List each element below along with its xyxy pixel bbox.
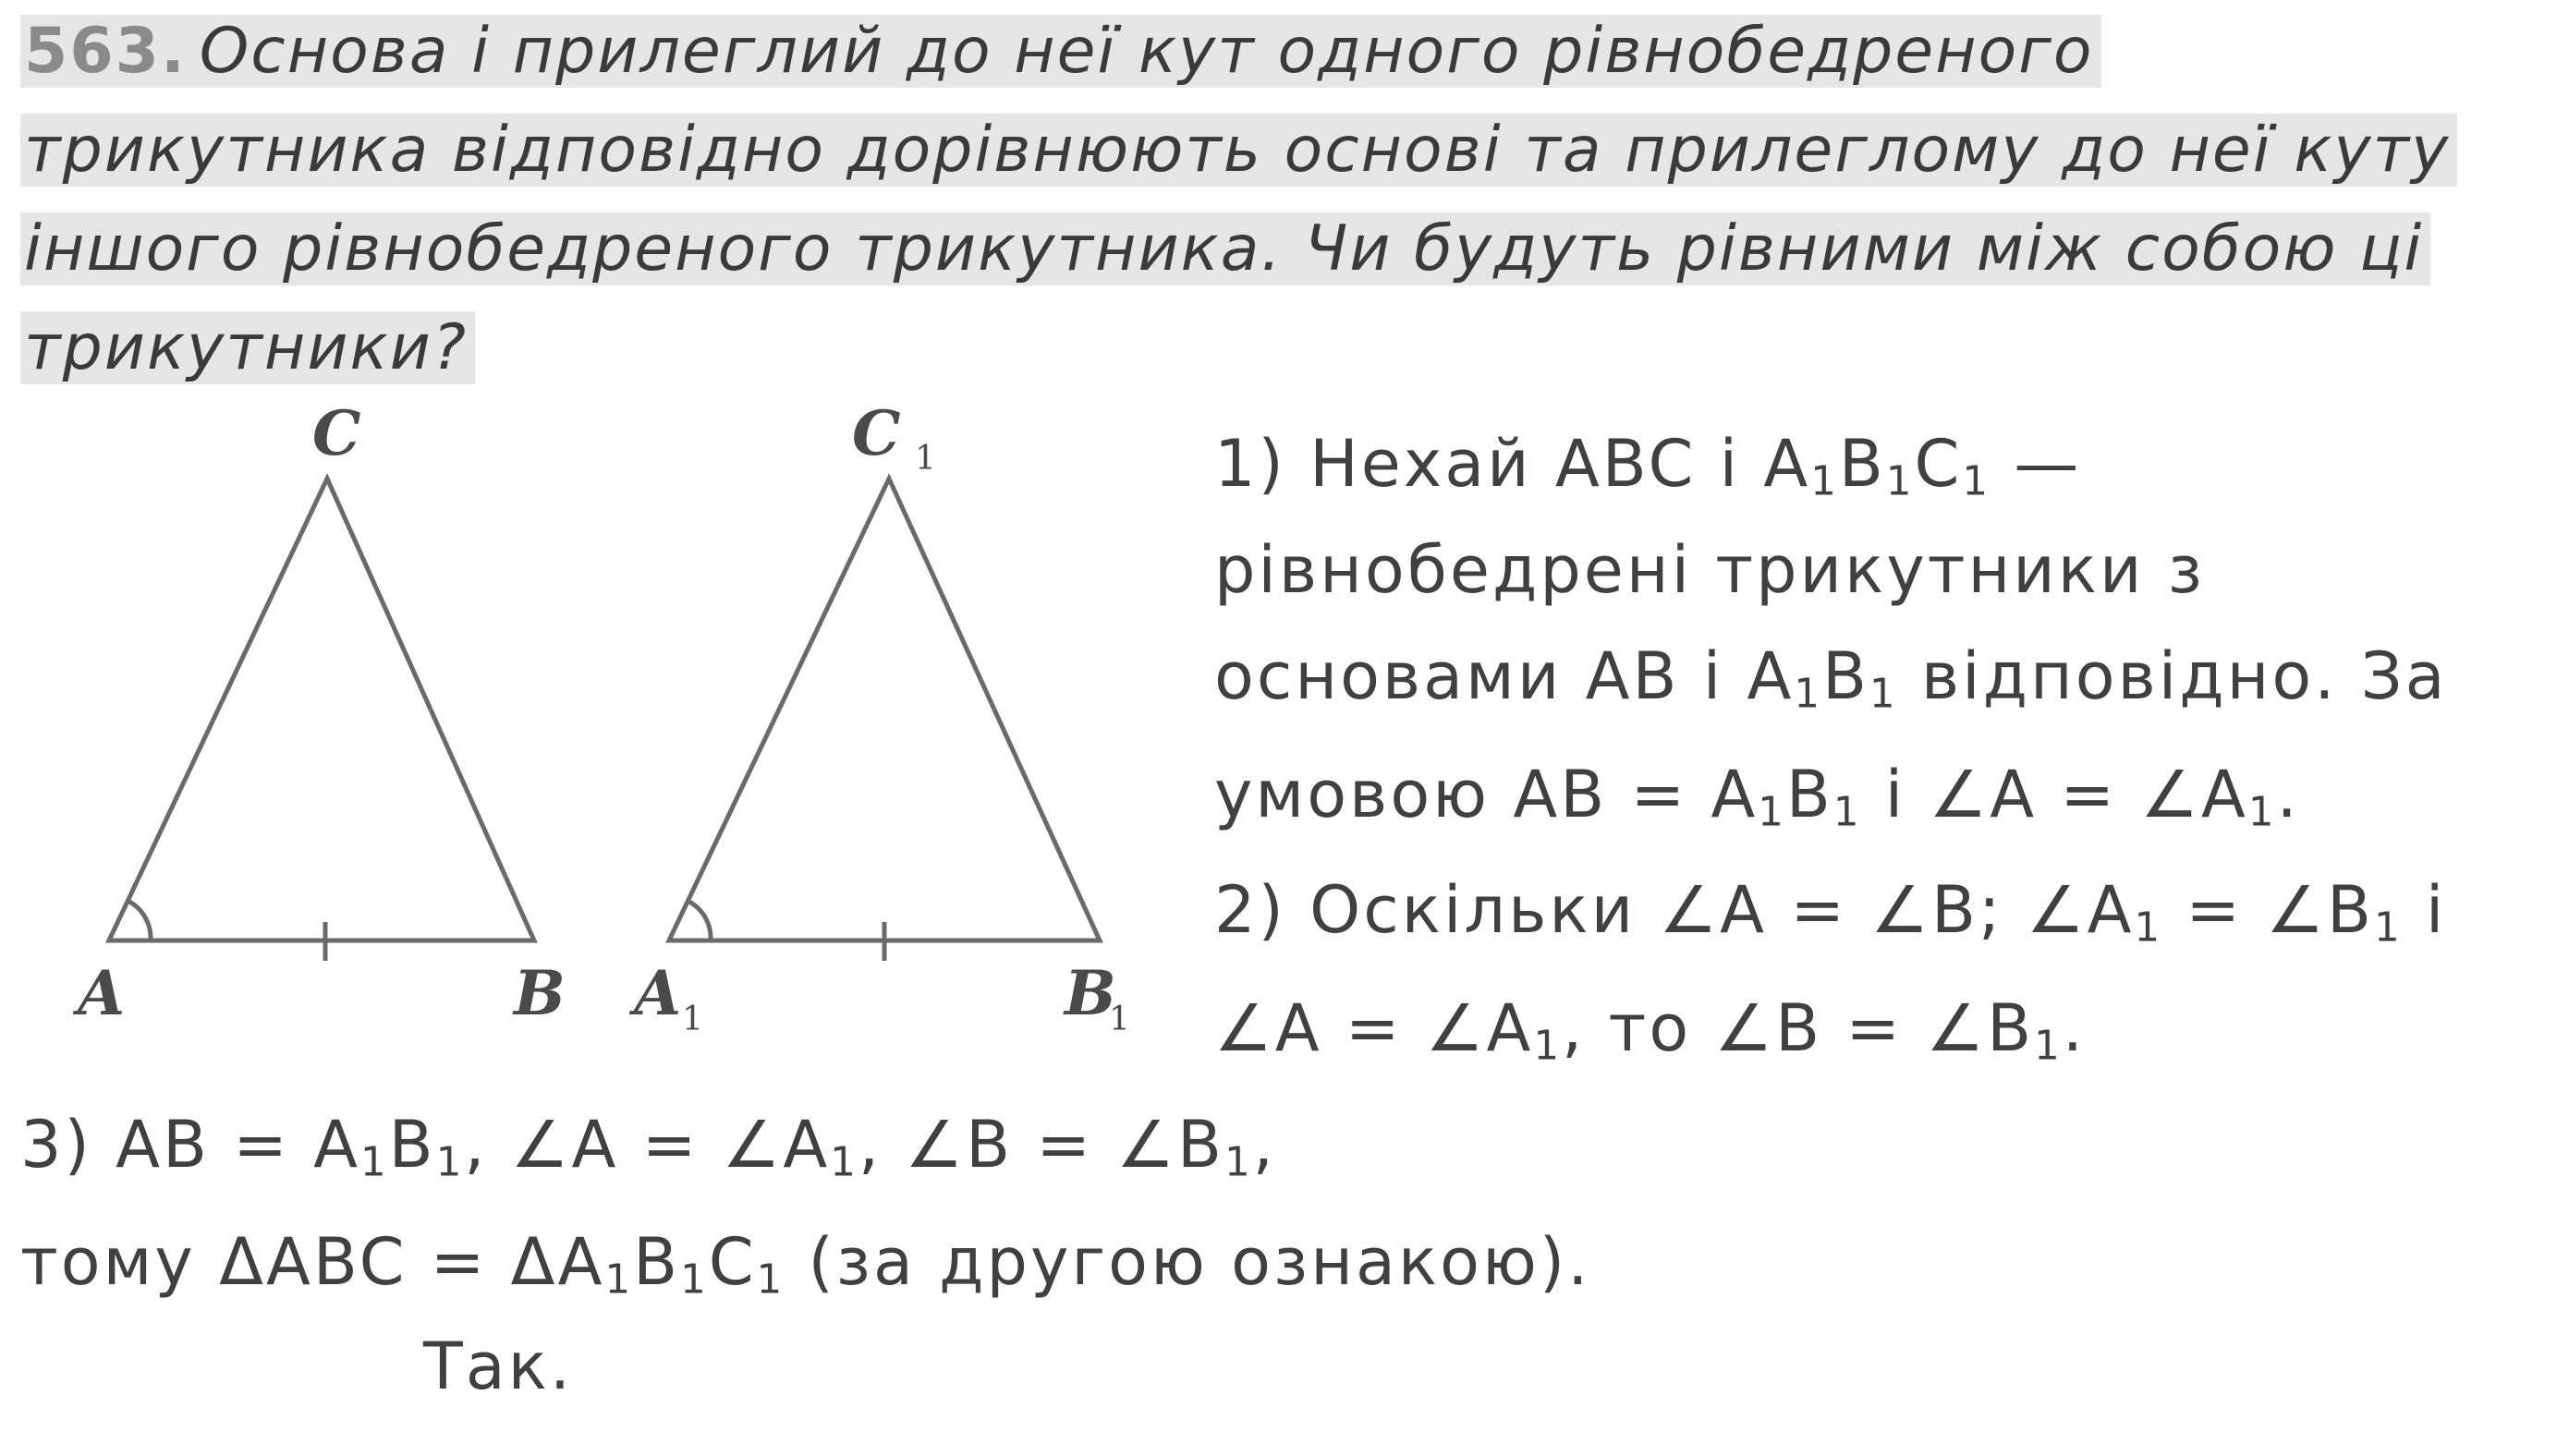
solution-step1-line1: 1) Нехай ABC і $A_1B_1C_1$ — — [1214, 426, 2082, 505]
problem-text-1: Основа і прилеглий до неї кут одного рівнобедреного — [199, 15, 2094, 88]
solution-step3-line2: тому $\Delta ABC = \Delta A_1B_1C_1$ (за другою ознакою). — [20, 1224, 1591, 1304]
vertex-label-b1: B — [1065, 957, 1116, 1029]
angle-a1-arc — [688, 901, 711, 940]
problem-line-1 — [20, 7, 2101, 96]
solution-step2-line1: 2) Оскільки ∠A = ∠B; $\angle A_1$ = $\angle B_1$ і — [1214, 872, 2447, 952]
solution-step1-line3: основами AB і $A_1B_1$ відповідно. За — [1214, 638, 2448, 718]
solution-step3-line1: 3) AB = $A_1B_1$, ∠A = $\angle A_1$, ∠B = $\angle B_1$, — [20, 1107, 1276, 1186]
problem-number: 563. — [24, 15, 187, 88]
problem-text-3: іншого рівнобедреного трикутника. Чи будуть рівними між собою ці — [20, 212, 2430, 285]
vertex-label-a1: A — [634, 957, 682, 1029]
problem-text-2: трикутника відповідно дорівнюють основі та прилеглому до неї куту — [20, 114, 2457, 187]
solution-step1-line4: умовою AB = $A_1B_1$ і ∠A = $\angle A_1$. — [1214, 757, 2300, 836]
vertex-sub-c1: 1 — [915, 440, 936, 478]
problem-text-4: трикутники? — [20, 311, 475, 384]
vertex-label-b: B — [514, 957, 566, 1029]
vertex-label-c1: C — [852, 397, 901, 469]
problem-line-4 — [20, 304, 475, 393]
vertex-label-c: C — [312, 397, 361, 469]
triangle-a1b1c1-outline — [669, 479, 1100, 940]
vertex-sub-b1: 1 — [1109, 1001, 1130, 1038]
answer-text: Так. — [423, 1329, 574, 1404]
problem-line-2 — [20, 106, 2457, 195]
triangle-abc-outline — [109, 479, 534, 940]
solution-step2-line2: ∠A = $\angle A_1$, то ∠B = $\angle B_1$. — [1214, 990, 2086, 1070]
problem-line-3 — [20, 205, 2430, 294]
solution-step1-line2: рівнобедрені трикутники з — [1214, 532, 2206, 608]
triangles-figure — [65, 397, 1174, 1044]
vertex-label-a: A — [78, 957, 126, 1029]
angle-a-arc — [128, 901, 151, 940]
triangle-a1b1c1 — [669, 479, 1100, 961]
triangle-abc — [109, 479, 534, 961]
vertex-sub-a1: 1 — [682, 1001, 703, 1038]
